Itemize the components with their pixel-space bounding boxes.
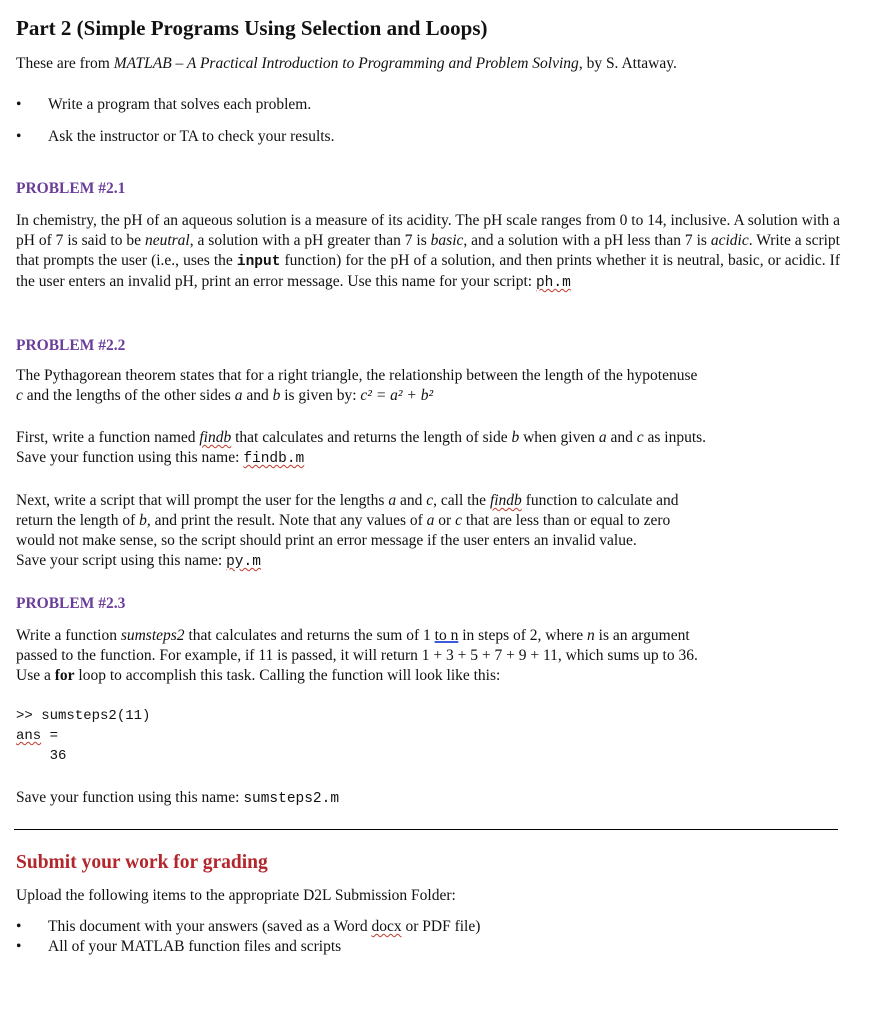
text: Write a function — [16, 627, 121, 644]
text: loop to accomplish this task. Calling the function will look like this: — [74, 667, 501, 684]
var-a: a — [234, 387, 243, 404]
problem-2-2-line — [16, 491, 678, 511]
var-a: a — [388, 492, 397, 509]
text: function) for the pH of a solution, and then prints whether it is neutral, basic, or acidic. If the user enters an invalid pH, print an error message. Use this name for your script: — [16, 252, 840, 290]
text: return the length of — [16, 512, 140, 529]
text-to-n: to n — [434, 627, 459, 644]
file-name: py.m — [226, 554, 261, 570]
submit-title: Submit your work for grading — [16, 852, 268, 873]
formula: c² = a² + b² — [360, 387, 434, 404]
horizontal-divider — [14, 829, 838, 830]
intro-pre: These are from — [16, 55, 114, 72]
var-c: c — [16, 387, 23, 404]
code-equals: = — [41, 728, 59, 744]
var-b: b — [139, 512, 147, 529]
file-name: findb.m — [243, 451, 305, 467]
text: . Write a script that prompts the user (i.e., uses the — [16, 232, 840, 269]
text: and — [396, 492, 427, 509]
var-b: b — [272, 387, 281, 404]
submit-line: Upload the following items to the appropriate D2L Submission Folder: — [16, 887, 456, 904]
text: Use a — [16, 667, 55, 684]
problem-2-1-title: PROBLEM #2.1 — [16, 180, 126, 197]
text: that calculates and returns the length of side — [231, 429, 512, 446]
bullet-dot: • — [16, 96, 22, 113]
function-name: sumsteps2 — [120, 627, 185, 644]
code-line: 36 — [16, 748, 67, 764]
problem-2-2-line: would not make sense, so the script should print an error message if the user enters an invalid value. — [16, 532, 637, 549]
bullet-dot: • — [16, 938, 22, 955]
keyword-for: for — [54, 667, 75, 684]
text: , and print the result. Note that any values of — [146, 512, 427, 529]
bullet-dot: • — [16, 918, 22, 935]
bullet-text — [48, 918, 480, 936]
code-line: >> sumsteps2(11) — [16, 708, 151, 724]
text: , a solution with a pH greater than 7 is — [189, 232, 431, 249]
intro-line — [16, 54, 677, 74]
text: when given — [519, 429, 599, 446]
text: as inputs. — [643, 429, 707, 446]
problem-2-2-line — [16, 511, 670, 531]
problem-2-2-title: PROBLEM #2.2 — [16, 337, 126, 354]
intro-post: , by S. Attaway. — [578, 55, 677, 72]
problem-2-1-text — [16, 211, 840, 293]
bullet-text: Ask the instructor or TA to check your results. — [48, 128, 335, 145]
problem-2-3-line — [16, 666, 500, 686]
file-name: ph.m — [535, 275, 571, 291]
text: function to calculate and — [521, 492, 679, 509]
var-a: a — [598, 429, 607, 446]
text: This document with your answers (saved as a Word — [48, 918, 372, 935]
text: that calculates and returns the sum of 1 — [184, 627, 435, 644]
var-c: c — [455, 512, 462, 529]
problem-2-2-line — [16, 428, 706, 448]
file-name: sumsteps2.m — [243, 791, 340, 807]
var-n: n — [587, 627, 595, 644]
text-docx: docx — [371, 918, 402, 935]
text: in steps of 2, where — [458, 627, 588, 644]
term-basic: basic — [430, 232, 464, 249]
problem-2-2-line — [16, 551, 261, 572]
text: Save your function using this name: — [16, 449, 244, 466]
book-title: MATLAB – A Practical Introduction to Programming and Problem Solving — [113, 55, 579, 72]
bullet-text: All of your MATLAB function files and scripts — [48, 938, 342, 955]
function-name: findb — [199, 429, 232, 446]
text: , and a solution with a pH less than 7 is — [463, 232, 711, 249]
text: or PDF file) — [401, 918, 481, 935]
problem-2-3-title: PROBLEM #2.3 — [16, 595, 126, 612]
text: Save your function using this name: — [16, 789, 244, 806]
code-line — [16, 728, 58, 744]
text: and — [606, 429, 637, 446]
code-input: input — [236, 254, 281, 270]
text: Save your script using this name: — [16, 552, 227, 569]
text: First, write a function named — [16, 429, 200, 446]
problem-2-2-line — [16, 448, 304, 469]
text: and the lengths of the other sides — [22, 387, 235, 404]
text: , call the — [433, 492, 490, 509]
text: and — [242, 387, 273, 404]
problem-2-3-line: passed to the function. For example, if 11 is passed, it will return 1 + 3 + 5 + 7 + 9 + 11, which sums up to 36. — [16, 647, 698, 664]
var-c: c — [636, 429, 644, 446]
var-a: a — [426, 512, 435, 529]
text: is given by: — [280, 387, 361, 404]
var-b: b — [511, 429, 520, 446]
problem-2-3-line — [16, 626, 690, 646]
page-title: Part 2 (Simple Programs Using Selection and Loops) — [16, 16, 488, 40]
code-ans: ans — [16, 728, 42, 744]
term-acidic: acidic — [710, 232, 749, 249]
text: that are less than or equal to zero — [461, 512, 671, 529]
text: Next, write a script that will prompt the user for the lengths — [16, 492, 389, 509]
term-neutral: neutral — [144, 232, 190, 249]
text: In chemistry, the pH of an aqueous solution is a measure of its acidity. The pH scale ranges from 0 to 14, inclusive. A solution with a pH of 7 is said to be — [16, 212, 840, 249]
problem-2-2-line — [16, 386, 433, 406]
bullet-dot: • — [16, 128, 22, 145]
bullet-text: Write a program that solves each problem. — [48, 96, 312, 113]
var-c: c — [426, 492, 434, 509]
problem-2-3-line — [16, 788, 339, 809]
text: is an argument — [594, 627, 690, 644]
text: or — [434, 512, 456, 529]
problem-2-2-line: The Pythagorean theorem states that for a right triangle, the relationship between the length of the hypotenuse — [16, 367, 698, 384]
function-name: findb — [489, 492, 522, 509]
